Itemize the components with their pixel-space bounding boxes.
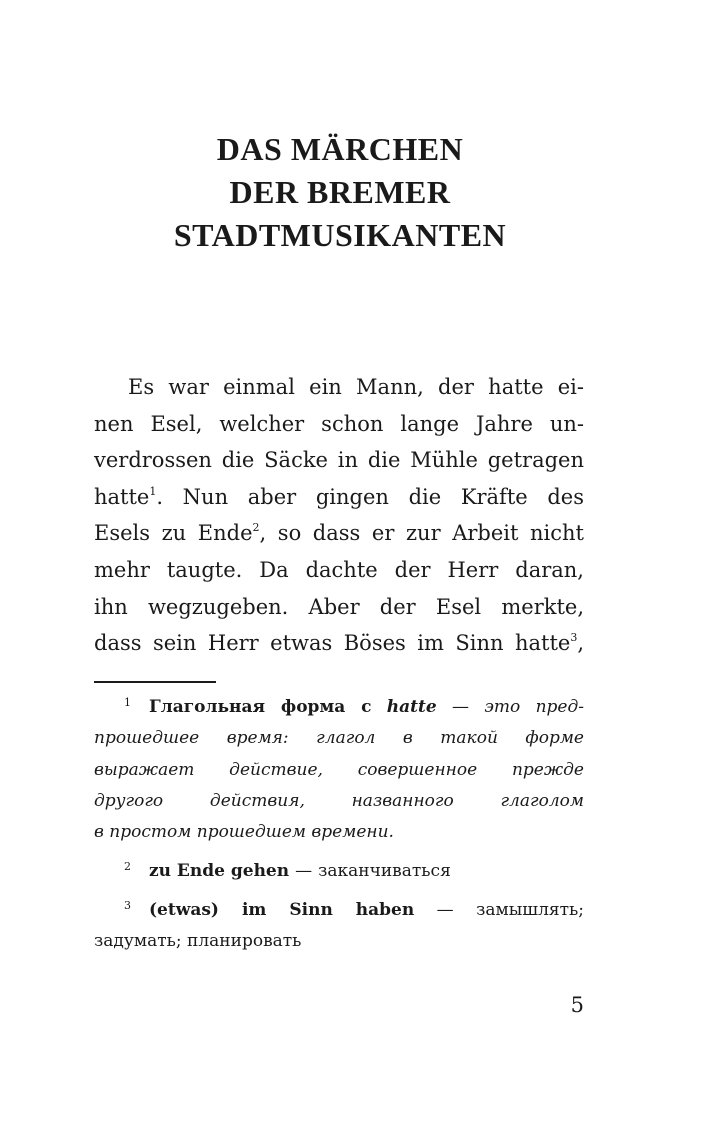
footnote-line (94, 692, 584, 723)
chapter-title-line-3: STADTMUSIKANTEN (173, 217, 507, 253)
footnote-dash: — (452, 697, 470, 717)
paragraph-line: mehr taugte. Da dachte der Herr daran, (94, 557, 584, 582)
footnote-ref-3[interactable]: 3 (570, 631, 578, 645)
chapter-title (0, 128, 680, 257)
footnote-line (94, 895, 584, 926)
footnote-definition: заканчиваться (318, 861, 451, 882)
footnote-divider (94, 681, 216, 683)
paragraph-line: verdrossen die Säcke in die Mühle getragen (94, 448, 584, 473)
paragraph-text: Esels zu Ende (94, 521, 253, 546)
footnote-ref-1[interactable]: 1 (149, 484, 157, 498)
footnote-text: это пред- (484, 697, 584, 717)
paragraph-line: ihn wegzugeben. Aber der Esel merkte, (94, 594, 584, 619)
chapter-title-line-1: DAS MÄRCHEN (216, 131, 464, 167)
footnote-number: 3 (124, 898, 131, 912)
footnote-term: Глагольная форма с (149, 697, 372, 717)
footnote-number: 1 (124, 696, 131, 709)
page-number: 5 (570, 993, 584, 1017)
footnotes (94, 692, 584, 957)
main-paragraph (94, 369, 584, 662)
footnote-number: 2 (124, 860, 131, 874)
paragraph-text: . Nun aber gingen die Kräfte des (156, 484, 584, 509)
paragraph-text: dass sein Herr etwas Böses im Sinn hatte (94, 631, 571, 656)
footnote-line: другого действия, названного глаголом (94, 790, 584, 811)
footnote-dash: — (436, 899, 454, 920)
paragraph-line (94, 479, 584, 516)
footnote-dash: — (295, 861, 313, 882)
footnote-term: (etwas) im Sinn haben (149, 899, 415, 920)
footnote-term-verb: hatte (386, 697, 437, 717)
paragraph-text: , (577, 631, 584, 656)
footnote-line: прошедшее время: глагол в такой форме (94, 728, 584, 749)
footnote-2 (94, 856, 584, 887)
footnote-3 (94, 895, 584, 958)
paragraph-line: Es war einmal ein Mann, der hatte ei- (128, 375, 584, 399)
paragraph-line (94, 625, 584, 662)
footnote-term: zu Ende gehen (149, 861, 290, 882)
footnote-line: в простом прошедшем времени. (94, 822, 394, 843)
footnote-line: задумать; планировать (94, 931, 302, 952)
paragraph-line: nen Esel, welcher schon lange Jahre un- (94, 411, 584, 436)
footnote-1 (94, 692, 584, 848)
footnote-line: выражает действие, совершенное прежде (94, 759, 584, 780)
paragraph-text: hatte (94, 484, 150, 509)
footnote-definition: замышлять; (476, 899, 584, 920)
footnote-line (94, 856, 584, 887)
chapter-title-line-2: DER BREMER (229, 174, 451, 210)
paragraph-text: , so dass er zur Arbeit nicht (259, 521, 584, 546)
footnote-ref-2[interactable]: 2 (252, 521, 260, 535)
paragraph-line (94, 515, 584, 552)
